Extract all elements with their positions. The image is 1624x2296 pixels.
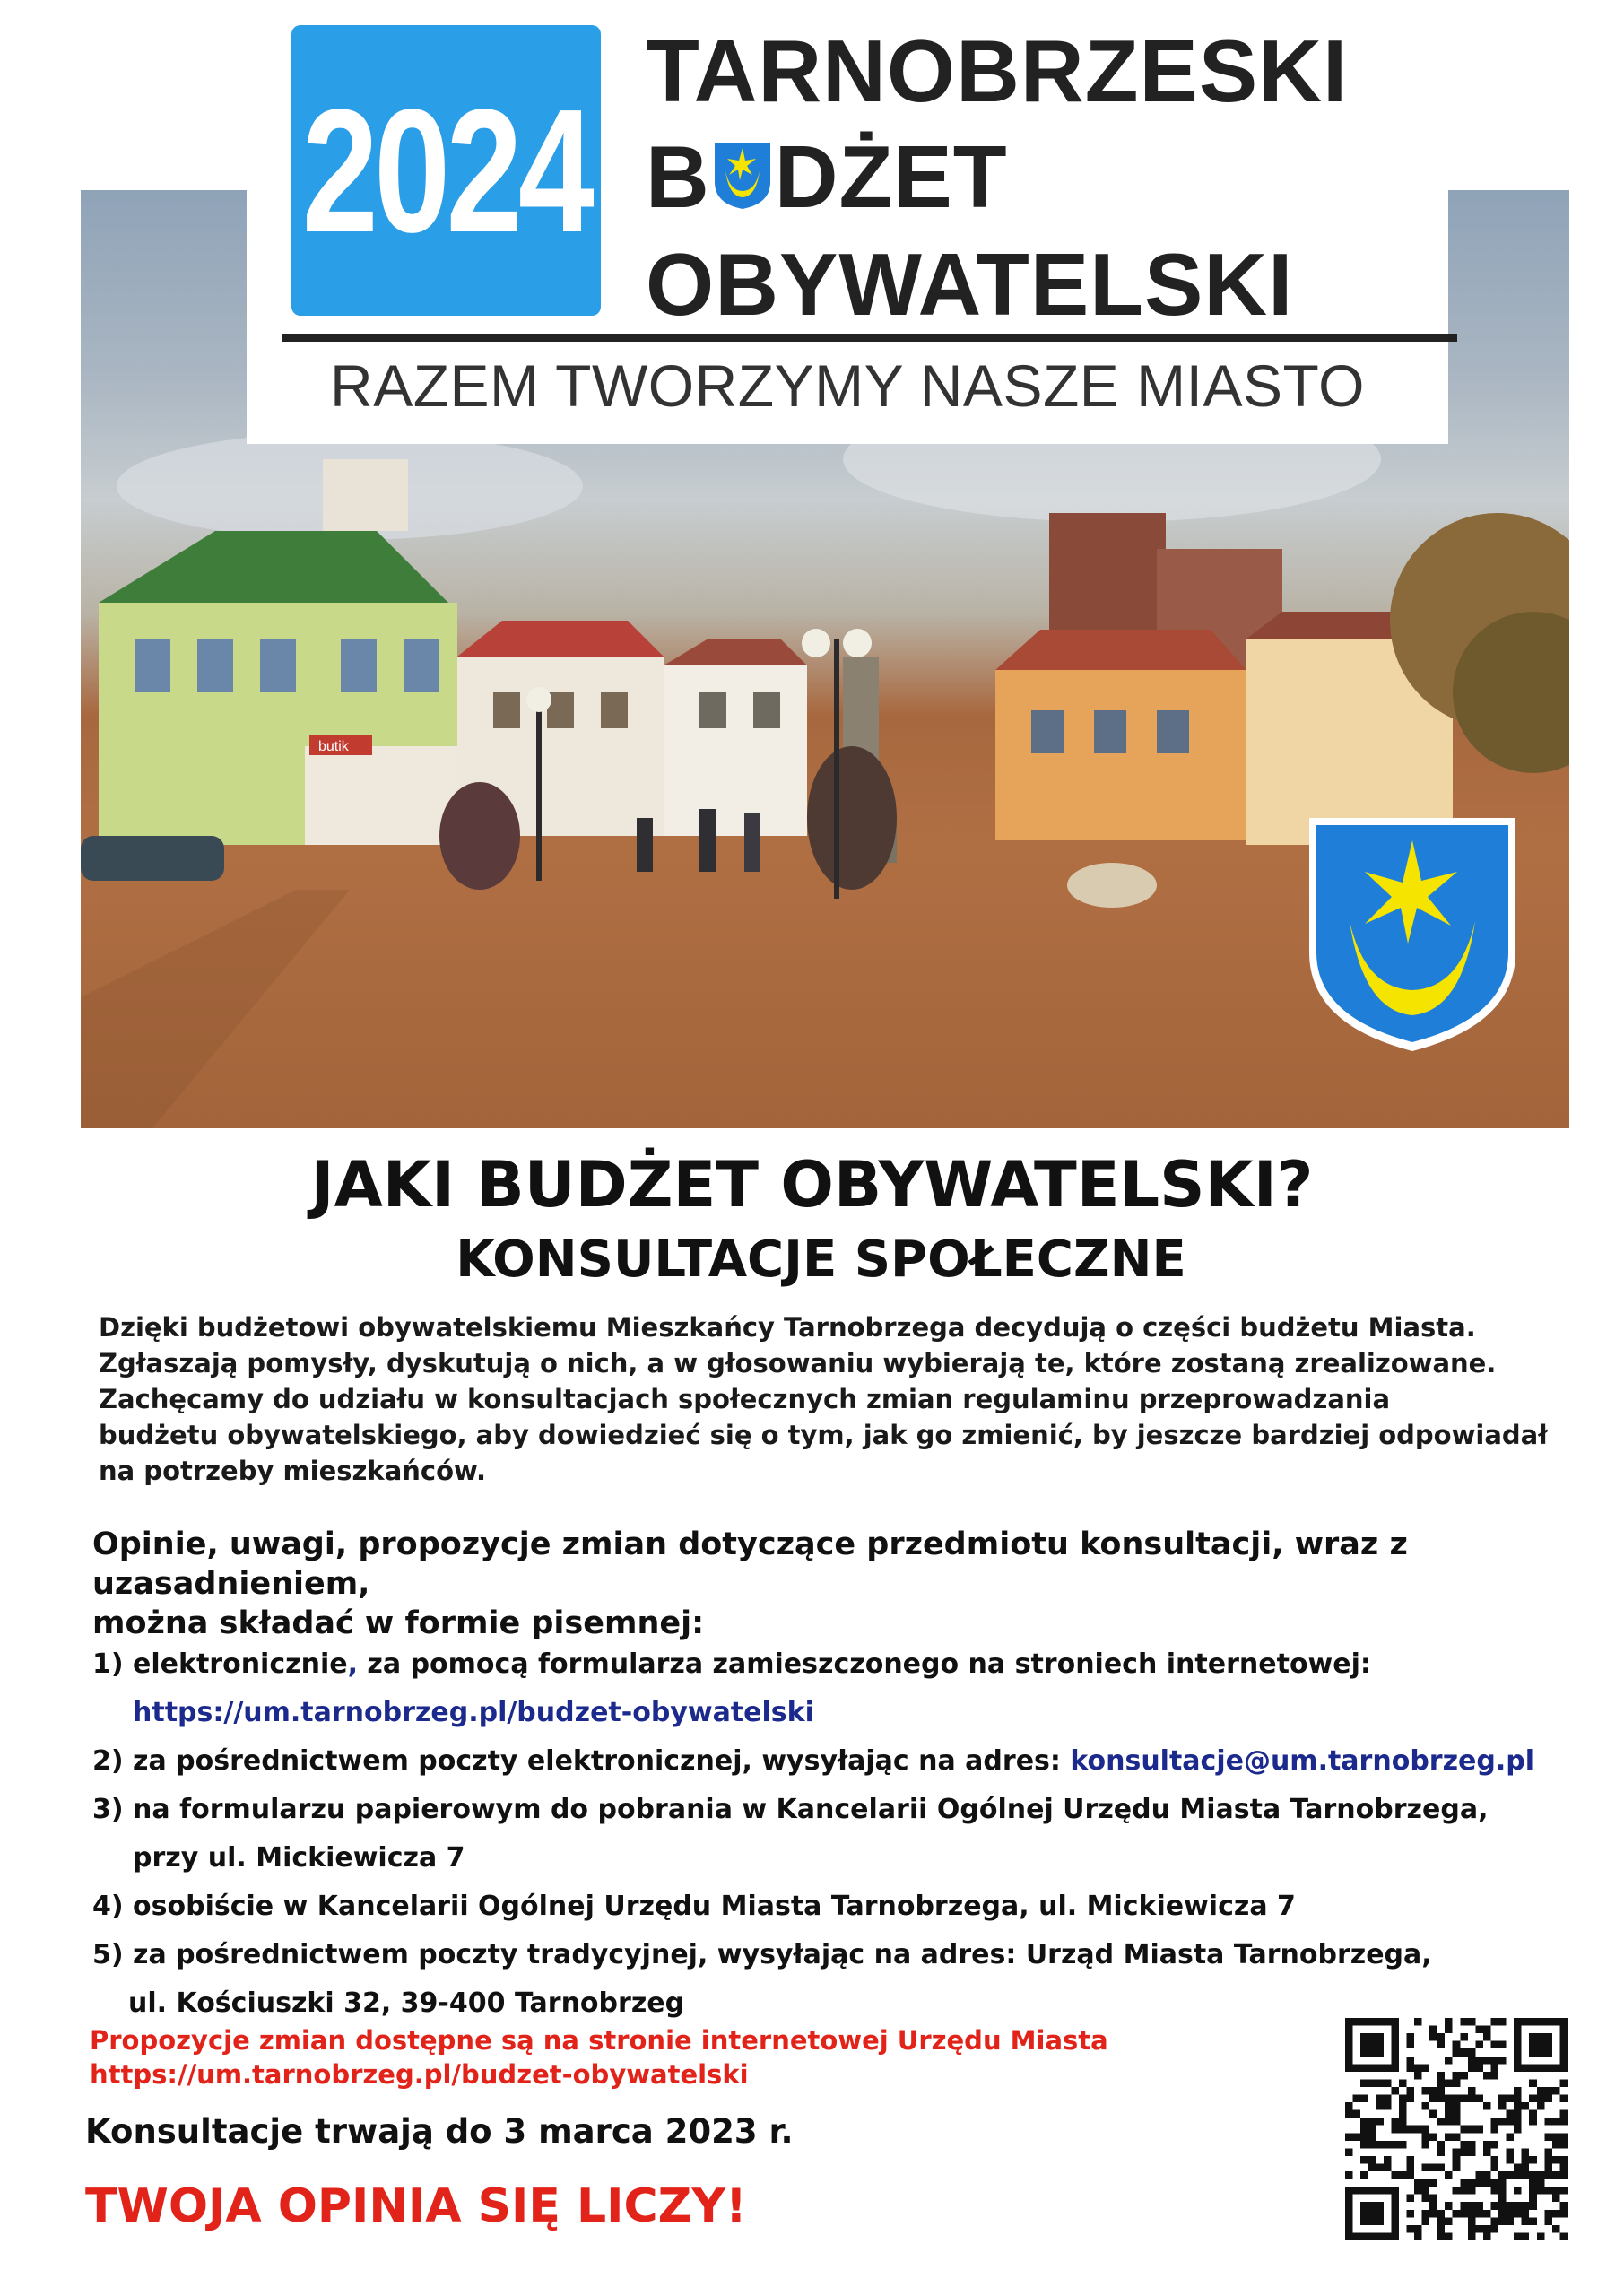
header-card [247,0,1448,444]
budget-url-link[interactable]: https://um.tarnobrzeg.pl/budzet-obywatelski [133,1697,814,1728]
sub-title: KONSULTACJE SPOŁECZNE [456,1231,1186,1289]
list-item-1-rest: za pomocą formularza zamieszczonego na stroniech internetowej: [357,1648,1371,1680]
call-to-action: TWOJA OPINIA SIĘ LICZY! [85,2179,747,2233]
list-item-3-line-2: przy ul. Mickiewicza 7 [133,1842,465,1874]
intro-line: na potrzeby mieszkańców. [99,1456,486,1486]
title-line-1: TARNOBRZESKI [646,22,1349,120]
intro-line: Zgłaszają pomysły, dyskutują o nich, a w głosowaniu wybierają te, które zostaną zrealizowane. [99,1348,1497,1378]
lead-line: można składać w formie pisemnej: [92,1605,705,1641]
list-item-5-line-1: 5) za pośrednictwem poczty tradycyjnej, wysyłając na adres: Urząd Miasta Tarnobrzega, [92,1939,1432,1970]
shop-sign: butik [318,739,349,754]
list-item-1-start: 1) elektronicznie [92,1648,348,1680]
title-line-2 [646,127,1008,226]
intro-paragraph [99,1309,1551,1489]
coat-of-arms-icon [1309,818,1515,1051]
email-link[interactable]: konsultacje@um.tarnobrzeg.pl [1070,1745,1535,1777]
deadline-text: Konsultacje trwają do 3 marca 2023 r. [85,2112,794,2151]
list-item-4: 4) osobiście w Kancelarii Ogólnej Urzędu Miasta Tarnobrzega, ul. Mickiewicza 7 [92,1891,1296,1922]
crest-letter-u-icon [713,141,772,211]
year-text: 2024 [301,72,591,269]
intro-line: budżetu obywatelskiego, aby dowiedzieć się o tym, jak go zmienić, by jeszcze bardziej odpowiadał [99,1420,1548,1450]
list-item-1-comma: , [347,1648,358,1680]
lead-line: Opinie, uwagi, propozycje zmian dotyczące przedmiotu konsultacji, wraz z uzasadnieniem, [92,1526,1408,1602]
title-line-3: OBYWATELSKI [646,235,1294,334]
intro-line: Zachęcamy do udziału w konsultacjach społecznych zmian regulaminu przeprowadzania [99,1384,1391,1414]
list-item-2-text: 2) za pośrednictwem poczty elektronicznej, wysyłając na adres: [92,1745,1071,1777]
title-line-2-prefix: B [646,127,710,226]
notice-url-link[interactable]: https://um.tarnobrzeg.pl/budzet-obywatelski [90,2059,749,2090]
list-item-1 [92,1648,1371,1680]
lead-paragraph [92,1525,1563,1643]
list-item-5-line-2: ul. Kościuszki 32, 39-400 Tarnobrzeg [128,1987,685,2019]
list-item-3-line-1: 3) na formularzu papierowym do pobrania w Kancelarii Ogólnej Urzędu Miasta Tarnobrzega, [92,1794,1489,1825]
notice-line: Propozycje zmian dostępne są na stronie internetowej Urzędu Miasta [90,2025,1108,2056]
year-badge [291,25,601,316]
list-item-2 [92,1745,1534,1777]
intro-line: Dzięki budżetowi obywatelskiemu Mieszkańcy Tarnobrzega decydują o części budżetu Miasta. [99,1312,1476,1343]
tagline: RAZEM TWORZYMY NASZE MIASTO [330,352,1365,419]
main-title: JAKI BUDŻET OBYWATELSKI? [310,1148,1314,1222]
title-line-2-suffix: DŻET [774,127,1008,226]
header-divider [282,334,1457,342]
qr-code-icon[interactable] [1345,2018,1568,2240]
notice-block [90,2023,1108,2092]
